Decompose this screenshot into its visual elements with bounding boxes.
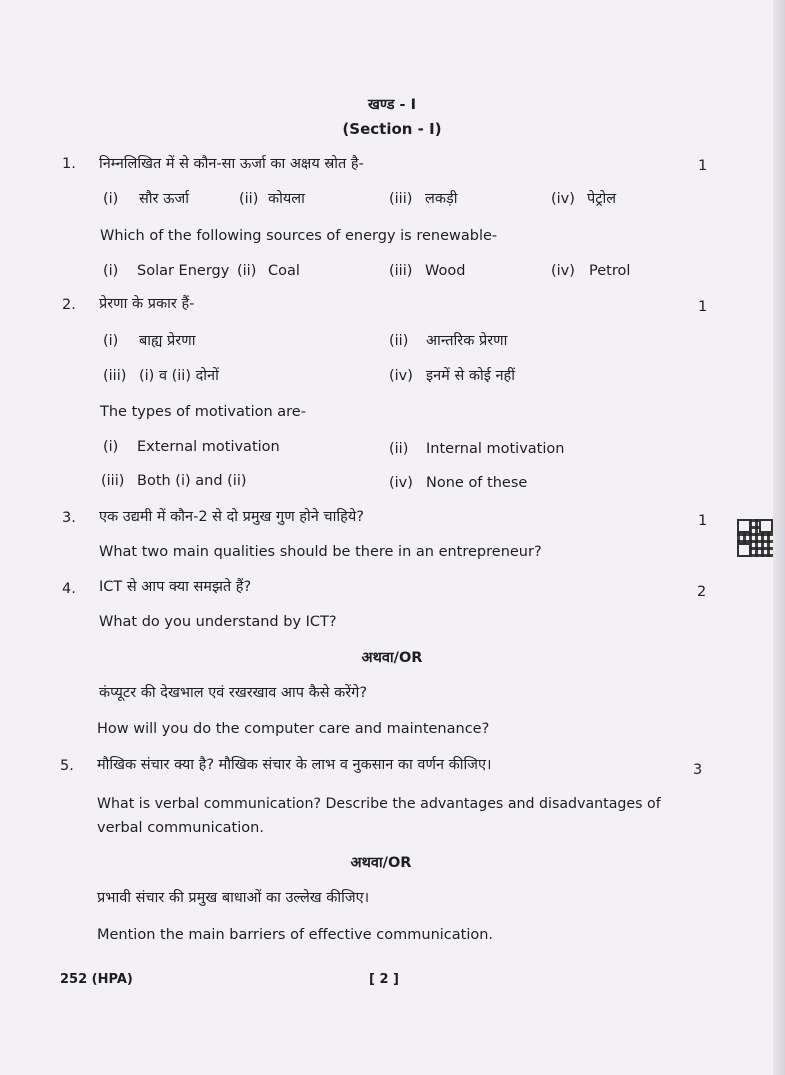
q1-hi-opt2-num: (ii) [239, 191, 259, 207]
section-heading: (Section - I) [342, 120, 442, 138]
q5-hindi: मौखिक संचार क्या है? मौखिक संचार के लाभ व नुकसान का वर्णन कीजिए। [97, 757, 492, 773]
q2-marks: 1 [698, 299, 708, 315]
q2-english: The types of motivation are- [100, 404, 306, 420]
q1-hindi: निम्नलिखित में से कौन-सा ऊर्जा का अक्षय स्रोत है- [99, 156, 364, 172]
q2-number: 2. [62, 297, 76, 313]
paper-code: 252 (HPA) [60, 972, 133, 987]
q1-number: 1. [62, 156, 76, 172]
q5-english-alt: Mention the main barriers of effective communication. [97, 927, 494, 943]
q2-hi-opt2: आन्तरिक प्रेरणा [426, 333, 508, 349]
q1-en-opt2-num: (ii) [237, 263, 257, 279]
q2-hi-opt2-num: (ii) [389, 333, 409, 349]
q1-hi-opt3-num: (iii) [389, 191, 413, 207]
q1-marks: 1 [698, 158, 708, 174]
q3-marks: 1 [698, 513, 708, 529]
q2-en-opt4-num: (iv) [389, 475, 413, 491]
q2-hi-opt1-num: (i) [103, 333, 119, 349]
qr-code-icon [737, 519, 773, 557]
q1-en-opt1: Solar Energy [137, 263, 230, 279]
q2-hindi: प्रेरणा के प्रकार हैं- [99, 296, 195, 312]
q2-hi-opt4: इनमें से कोई नहीं [426, 368, 515, 384]
q1-hi-opt4-num: (iv) [551, 191, 575, 207]
q3-number: 3. [62, 510, 76, 526]
q2-en-opt3: Both (i) and (ii) [137, 473, 247, 489]
q1-english: Which of the following sources of energy is renewable- [100, 228, 498, 244]
q1-en-opt1-num: (i) [103, 263, 119, 279]
q1-en-opt4: Petrol [589, 263, 631, 279]
q5-number: 5. [60, 758, 74, 774]
q4-hindi: ICT से आप क्या समझते हैं? [99, 579, 252, 595]
q2-en-opt3-num: (iii) [101, 473, 125, 489]
q2-hi-opt3-num: (iii) [103, 368, 127, 384]
q2-hi-opt3: (i) व (ii) दोनों [139, 368, 219, 384]
q1-en-opt3-num: (iii) [389, 263, 413, 279]
khand-heading: खण्ड - I [367, 97, 416, 113]
page-edge-shadow [773, 0, 785, 1075]
q2-en-opt1: External motivation [137, 439, 280, 455]
q2-hi-opt1: बाह्य प्रेरणा [139, 333, 196, 349]
q5-marks: 3 [693, 762, 703, 778]
q2-hi-opt4-num: (iv) [389, 368, 413, 384]
q1-hi-opt1-num: (i) [103, 191, 119, 207]
q4-or-heading: अथवा/OR [361, 650, 423, 666]
q3-hindi: एक उद्यमी में कौन-2 से दो प्रमुख गुण होने चाहिये? [99, 509, 364, 525]
q5-english-line1: What is verbal communication? Describe the advantages and disadvantages of [97, 796, 661, 812]
q5-or-heading: अथवा/OR [350, 855, 412, 871]
q1-hi-opt4: पेट्रोल [587, 191, 617, 207]
q1-hi-opt1: सौर ऊर्जा [139, 191, 189, 207]
q4-english-alt: How will you do the computer care and maintenance? [97, 721, 490, 737]
q4-hindi-alt: कंप्यूटर की देखभाल एवं रखरखाव आप कैसे करेंगे? [99, 685, 368, 701]
q5-english-line2: verbal communication. [97, 820, 264, 836]
page-number: [ 2 ] [369, 972, 399, 987]
q1-en-opt4-num: (iv) [551, 263, 575, 279]
q2-en-opt4: None of these [426, 475, 528, 491]
q1-hi-opt3: लकड़ी [425, 191, 458, 207]
q4-marks: 2 [697, 584, 707, 600]
q2-en-opt2-num: (ii) [389, 441, 409, 457]
q1-en-opt3: Wood [425, 263, 466, 279]
q1-hi-opt2: कोयला [268, 191, 305, 207]
q4-number: 4. [62, 581, 76, 597]
q4-english: What do you understand by ICT? [99, 614, 337, 630]
q3-english: What two main qualities should be there in an entrepreneur? [99, 544, 542, 560]
q2-en-opt1-num: (i) [103, 439, 119, 455]
q2-en-opt2: Internal motivation [426, 441, 565, 457]
q5-hindi-alt: प्रभावी संचार की प्रमुख बाधाओं का उल्लेख कीजिए। [97, 890, 370, 906]
q1-en-opt2: Coal [268, 263, 300, 279]
